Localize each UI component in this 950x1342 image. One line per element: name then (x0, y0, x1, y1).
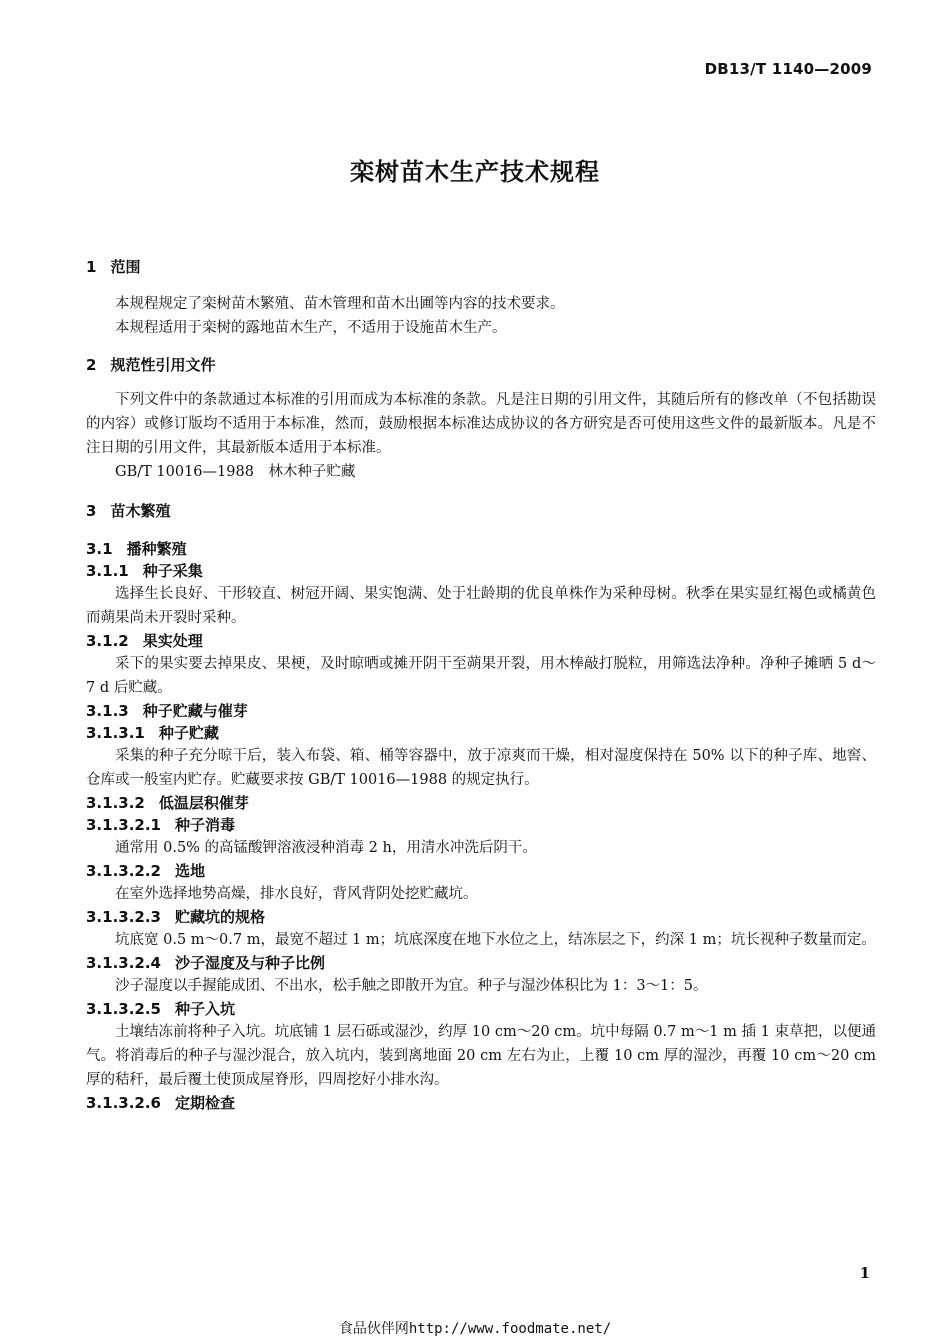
paragraph: GB/T 10016—1988 林木种子贮藏 (115, 464, 356, 480)
section-heading (86, 700, 876, 722)
section-title: 果实处理 (142, 632, 203, 650)
section-heading (86, 538, 876, 560)
section-number: 3.1.3 (86, 702, 129, 720)
section-heading (86, 354, 876, 376)
document-title: 栾树苗木生产技术规程 (350, 158, 600, 186)
section-heading (86, 500, 876, 522)
section-heading (86, 1092, 876, 1114)
section-title: 种子贮藏与催芽 (142, 702, 248, 720)
section-number: 3.1.3.2.2 (86, 862, 161, 880)
section-heading (86, 560, 876, 582)
section-title: 贮藏坑的规格 (174, 908, 265, 926)
section-heading (86, 952, 876, 974)
document-body (86, 256, 876, 1114)
section-number: 3.1.1 (86, 562, 129, 580)
section-title: 种子采集 (142, 562, 203, 580)
paragraph: 本规程适用于栾树的露地苗木生产，不适用于设施苗木生产。 (115, 320, 507, 336)
section-number: 3.1.3.2.5 (86, 1000, 161, 1018)
paragraph: 采下的果实要去掉果皮、果梗，及时晾晒或摊开阴干至蒴果开裂，用木棒敲打脱粒，用筛选法净种。净种子摊晒 5 d～7 d 后贮藏。 (86, 656, 876, 696)
section-heading (86, 722, 876, 744)
section-heading (86, 792, 876, 814)
paragraph: 本规程规定了栾树苗木繁殖、苗木管理和苗木出圃等内容的技术要求。 (115, 296, 565, 312)
source-watermark-link[interactable]: 食品伙伴网http://www.foodmate.net/ (338, 1321, 612, 1337)
section-heading (86, 630, 876, 652)
section-number: 3.1.2 (86, 632, 129, 650)
section-title: 范围 (110, 258, 141, 276)
section-title: 选地 (174, 862, 205, 880)
section-heading (86, 256, 876, 278)
paragraph: 土壤结冻前将种子入坑。坑底铺 1 层石砾或湿沙，约厚 10 cm～20 cm。坑中每隔 0.7 m～1 m 插 1 束草把，以便通气。将消毒后的种子与湿沙混合，放入坑内，装到离地面 20 cm 左右为止，上覆 10 cm 厚的湿沙，再覆 10 cm～20 cm 厚的秸秆，最后覆土使顶成屋脊形，四周挖好小排水沟。 (86, 1024, 876, 1088)
page-number: 1 (859, 1264, 870, 1282)
paragraph: 选择生长良好、干形较直、树冠开阔、果实饱满、处于壮龄期的优良单株作为采种母树。秋季在果实显红褐色或橘黄色而蒴果尚未开裂时采种。 (86, 586, 876, 626)
section-number: 3.1.3.2.6 (86, 1094, 161, 1112)
section-title: 播种繁殖 (126, 540, 187, 558)
section-title: 规范性引用文件 (110, 356, 216, 374)
section-number: 1 (86, 258, 97, 276)
section-title: 定期检查 (174, 1094, 235, 1112)
standard-code: DB13/T 1140—2009 (704, 60, 872, 78)
section-heading (86, 998, 876, 1020)
section-heading (86, 906, 876, 928)
paragraph: 采集的种子充分晾干后，装入布袋、箱、桶等容器中，放于凉爽而干燥，相对湿度保持在 50% 以下的种子库、地窖、仓库或一般室内贮存。贮藏要求按 GB/T 10016—1988 的规定执行。 (86, 748, 876, 788)
section-number: 3.1.3.2.1 (86, 816, 161, 834)
section-title: 种子消毒 (174, 816, 235, 834)
section-number: 2 (86, 356, 97, 374)
paragraph: 坑底宽 0.5 m～0.7 m，最宽不超过 1 m；坑底深度在地下水位之上，结冻层之下，约深 1 m；坑长视种子数量而定。 (115, 932, 876, 948)
section-title: 低温层积催芽 (158, 794, 249, 812)
section-title: 苗木繁殖 (110, 502, 171, 520)
section-title: 沙子湿度及与种子比例 (174, 954, 325, 972)
paragraph: 沙子湿度以手握能成团、不出水，松手触之即散开为宜。种子与湿沙体积比为 1：3～1：5。 (115, 978, 708, 994)
section-title: 种子入坑 (174, 1000, 235, 1018)
section-number: 3.1.3.2 (86, 794, 145, 812)
paragraph: 下列文件中的条款通过本标准的引用而成为本标准的条款。凡是注日期的引用文件，其随后所有的修改单（不包括勘误的内容）或修订版均不适用于本标准，然而，鼓励根据本标准达成协议的各方研究是否可使用这些文件的最新版本。凡是不注日期的引用文件，其最新版本适用于本标准。 (86, 392, 876, 456)
section-number: 3.1.3.1 (86, 724, 145, 742)
paragraph: 在室外选择地势高燥，排水良好，背风背阴处挖贮藏坑。 (115, 886, 478, 902)
section-number: 3.1 (86, 540, 113, 558)
section-heading (86, 814, 876, 836)
paragraph: 通常用 0.5% 的高锰酸钾溶液浸种消毒 2 h，用清水冲洗后阴干。 (115, 840, 537, 856)
section-number: 3.1.3.2.4 (86, 954, 161, 972)
section-number: 3 (86, 502, 97, 520)
section-heading (86, 860, 876, 882)
section-number: 3.1.3.2.3 (86, 908, 161, 926)
section-title: 种子贮藏 (158, 724, 219, 742)
